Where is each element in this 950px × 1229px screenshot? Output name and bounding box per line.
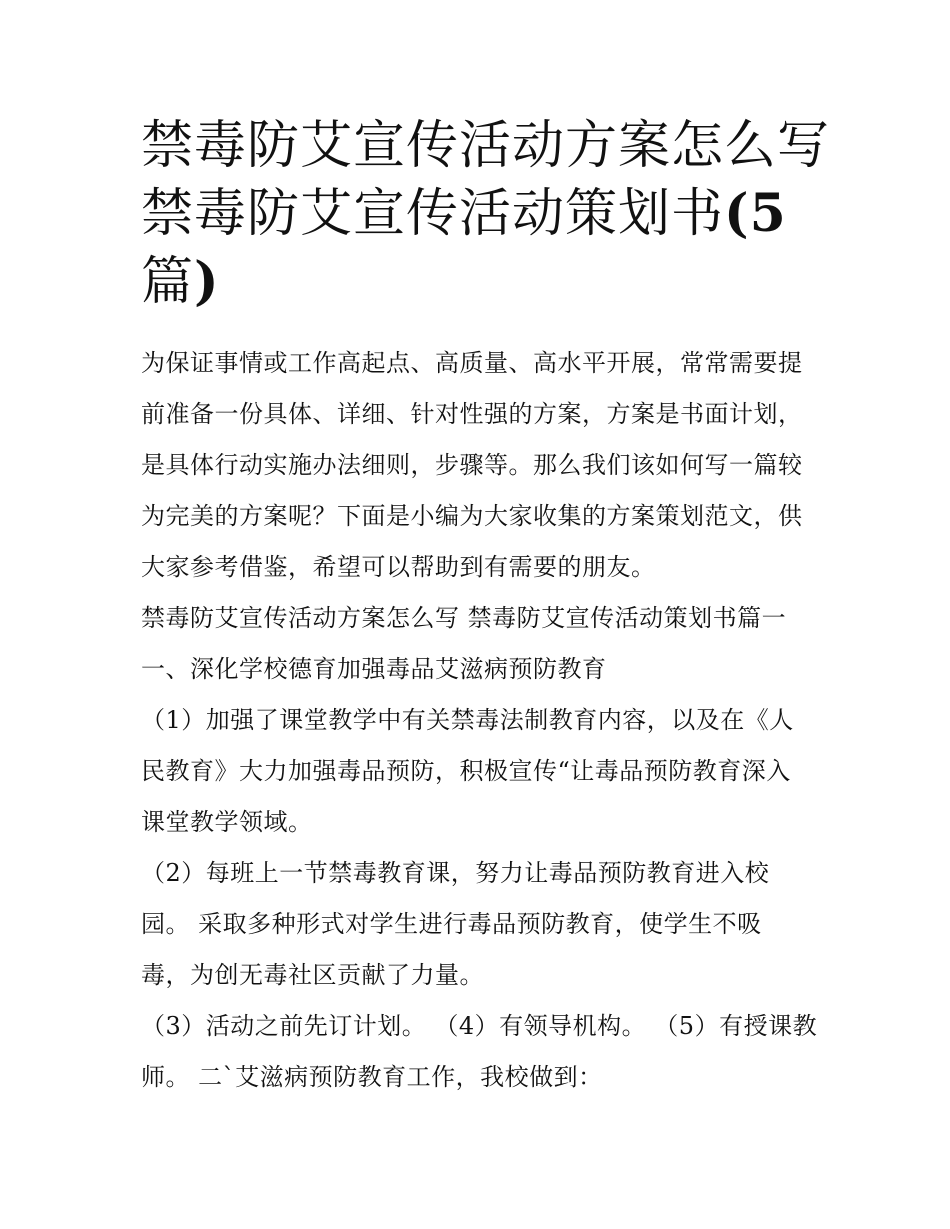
text-line: 为完美的方案呢？下面是小编为大家收集的方案策划范文，供 xyxy=(141,502,803,530)
document-title xyxy=(141,112,831,316)
text-line: （1）加强了课堂教学中有关禁毒法制教育内容，以及在《人 xyxy=(141,706,794,734)
text-line: （2）每班上一节禁毒教育课，努力让毒品预防教育进入校 xyxy=(141,859,770,887)
text-line: 是具体行动实施办法细则，步骤等。那么我们该如何写一篇较 xyxy=(141,451,803,479)
intro-paragraph xyxy=(141,338,821,593)
item-3-paragraph xyxy=(141,1001,821,1103)
item-2-paragraph xyxy=(141,848,821,1001)
text-line: 为保证事情或工作高起点、高质量、高水平开展，常常需要提 xyxy=(141,349,803,377)
text-line: 毒，为创无毒社区贡献了力量。 xyxy=(141,961,484,989)
document-page xyxy=(141,112,831,1103)
text-line: 民教育》大力加强毒品预防，积极宣传“让毒品预防教育深入 xyxy=(141,757,791,785)
title-line: 禁毒防艾宣传活动策划书(5 xyxy=(141,183,787,244)
text-line: 一、深化学校德育加强毒品艾滋病预防教育 xyxy=(141,655,607,683)
item-1-paragraph xyxy=(141,695,821,848)
text-line: 师。 二`艾滋病预防教育工作，我校做到： xyxy=(141,1063,603,1091)
section-heading xyxy=(141,593,821,644)
title-line: 禁毒防艾宣传活动方案怎么写 xyxy=(141,116,831,176)
text-line: 前准备一份具体、详细、针对性强的方案，方案是书面计划， xyxy=(141,400,803,428)
text-line: （3）活动之前先订计划。 （4）有领导机构。 （5）有授课教 xyxy=(141,1012,818,1040)
item-heading xyxy=(141,644,821,695)
text-line: 课堂教学领域。 xyxy=(141,808,313,836)
text-line: 园。 采取多种形式对学生进行毒品预防教育，使学生不吸 xyxy=(141,910,762,938)
title-line: 篇) xyxy=(141,251,220,312)
text-line: 禁毒防艾宣传活动方案怎么写 禁毒防艾宣传活动策划书篇一 xyxy=(141,604,787,632)
text-line: 大家参考借鉴，希望可以帮助到有需要的朋友。 xyxy=(141,553,656,581)
